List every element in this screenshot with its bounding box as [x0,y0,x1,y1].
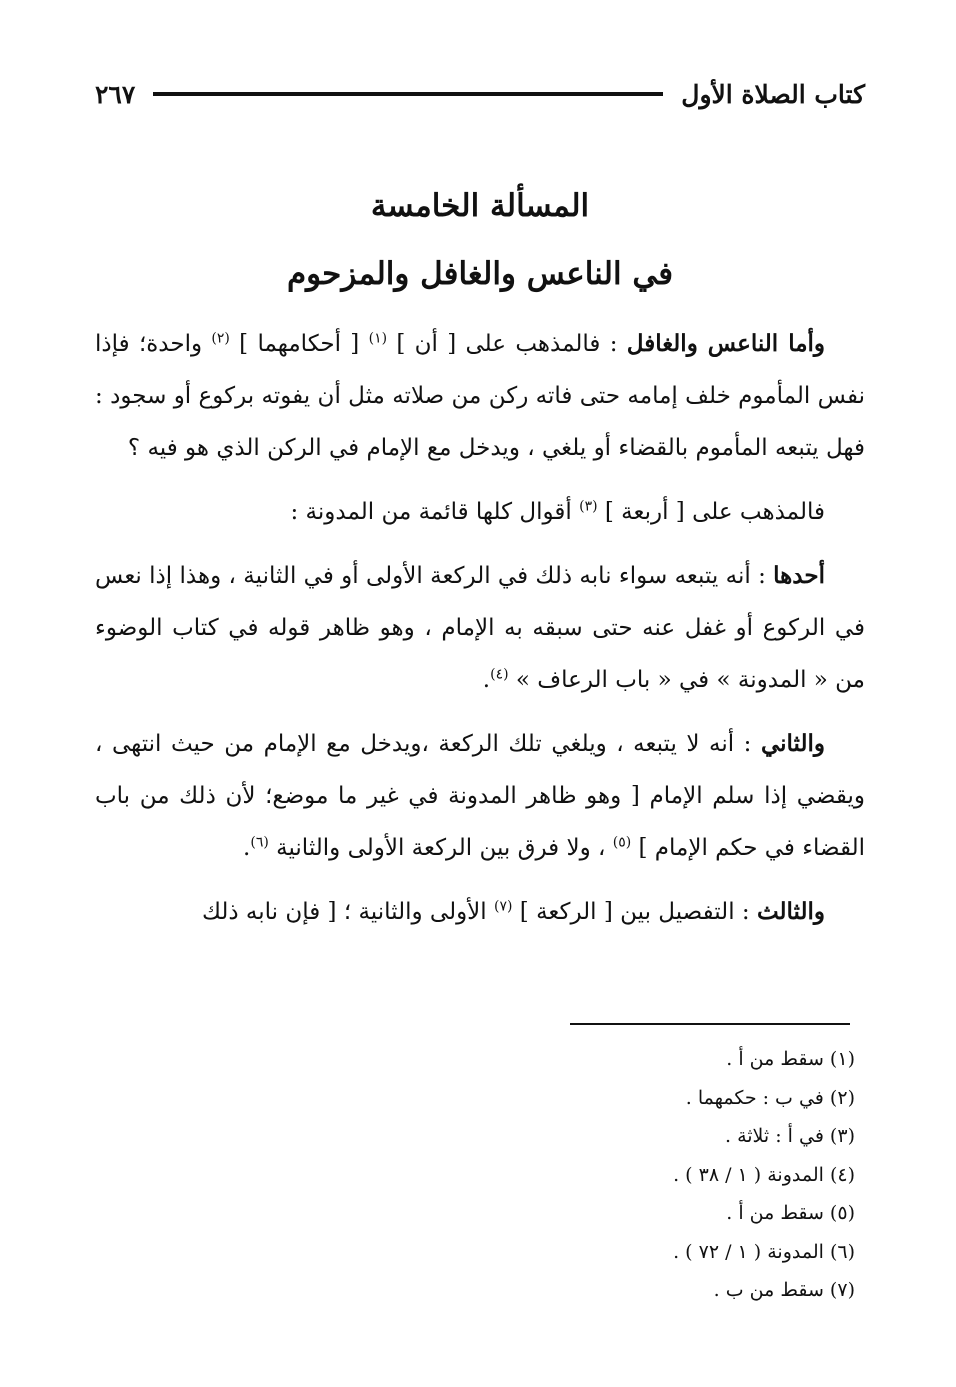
paragraph-lead: والثالث [756,898,825,925]
footnote-ref: (٧) [494,898,513,915]
paragraph-lead: أحدها [773,562,825,589]
footnote: (٧) سقط من ب . [713,1279,855,1301]
footnote: (٢) في ب : حكمهما . [685,1086,855,1109]
footnote: (٦) المدونة ( ١ / ٧٢ ) . [673,1240,855,1263]
footnote: (٥) سقط من أ . [726,1202,855,1224]
text-run: : أنه يتبعه سواء نابه ذلك في الركعة الأولى أو في الثانية ، وهذا إذا نعس في الركوع أو غفل عنه حتى سبقه به الإمام ، وهو ظاهر قوله في كتاب الوضوء من « المدونة » في « باب الرعاف » [95,563,865,693]
running-title: كتاب الصلاة الأول [681,79,865,109]
footnote-ref: (١) [368,330,388,347]
page-number: ٢٦٧ [95,79,136,109]
subject-title: في الناعس والغافل والمزحوم [286,256,674,292]
text-run: فالمذهب على [ أربعة ] [597,499,825,525]
text-run: [ أحكامهما ] [229,331,369,357]
footnote-ref: (٦) [250,834,269,851]
paragraph [95,486,865,538]
paragraph [95,718,865,874]
footnote: (٣) في أ : ثلاثة . [725,1125,855,1147]
footnote-ref: (٤) [490,666,509,683]
paragraph [95,886,865,938]
text-run: . [243,835,251,861]
text-run: : أنه لا يتبعه ، ويلغي تلك الركعة ،ويدخل مع الإمام من حيث انتهى ، ويقضي إذا سلم الإمام [ وهو ظاهر المدونة في غير ما موضع؛ لأن ذلك من باب القضاء في حكم الإمام ] [95,731,865,861]
paragraph-lead: والثاني [760,730,825,757]
page-header [95,72,865,116]
footnote: (٤) المدونة ( ١ / ٣٨ ) . [673,1163,855,1186]
footnote-ref: (٥) [612,834,632,851]
chapter-title: المسألة الخامسة [370,188,590,224]
footnote-ref: (٣) [579,498,598,515]
footnote-rule [570,1023,850,1025]
paragraph [95,550,865,706]
footnote: (١) سقط من أ . [726,1048,855,1070]
text-run: : التفصيل بين [ الركعة ] [512,899,757,925]
text-run: أقوال كلها قائمة من المدونة : [290,499,580,525]
footnotes [95,1040,855,1310]
footnote-ref: (٢) [211,330,230,347]
paragraph [95,318,865,474]
text-run: : فالمذهب على [ أن ] [387,331,627,357]
body-text [95,318,865,950]
header-rule [153,92,663,96]
text-run: واحدة؛ فإذا نفس المأموم خلف إمامه حتى فاته ركن من صلاته مثل أن يفوته بركوع أو سجود : فهل يتبعه المأموم بالقضاء أو يلغي ، ويدخل مع الإمام في الركن الذي هو فيه ؟ [95,331,865,461]
text-run: الأولى والثانية ؛ [ فإن نابه ذلك [201,899,495,925]
text-run: ، ولا فرق بين الركعة الأولى والثانية [268,835,613,861]
text-run: . [482,667,491,693]
paragraph-lead: وأما الناعس والغافل [626,330,826,357]
